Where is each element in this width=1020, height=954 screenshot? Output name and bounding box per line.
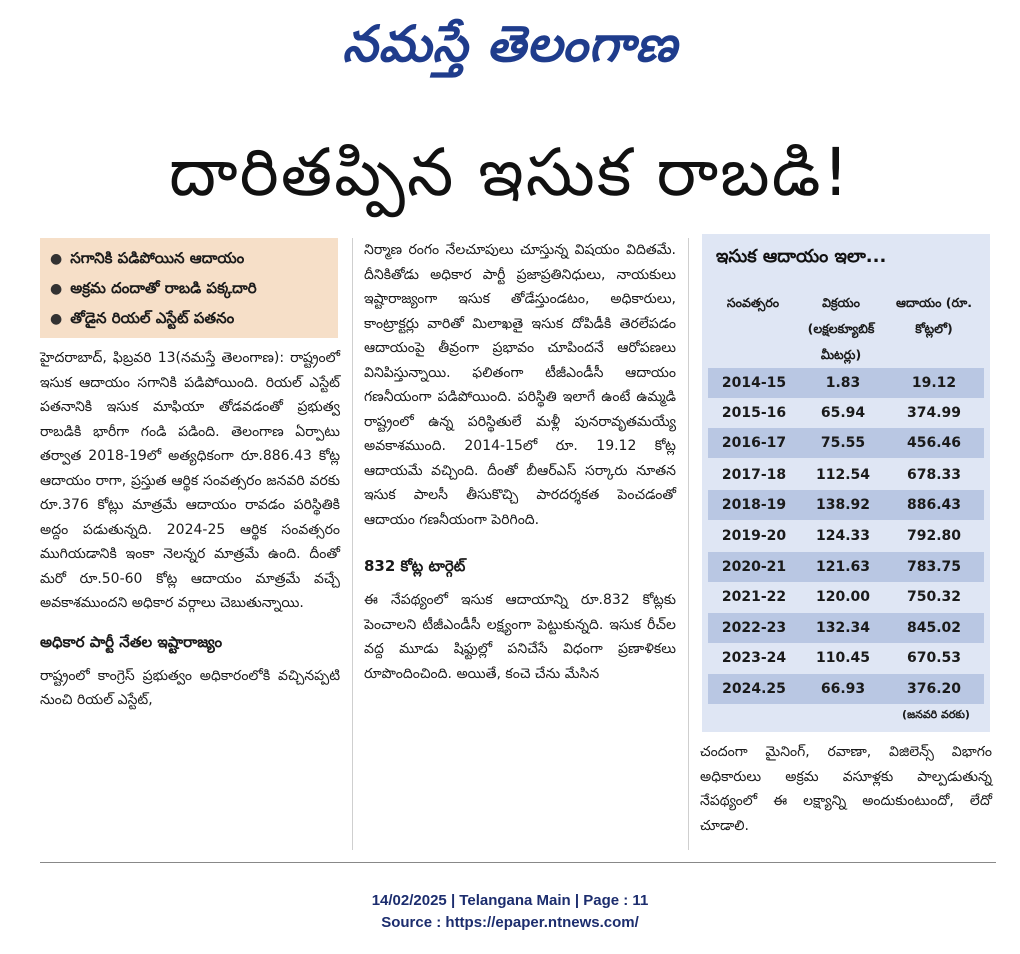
- footer-date-page: 14/02/2025 | Telangana Main | Page : 11: [371, 892, 649, 909]
- table-row: [708, 368, 984, 398]
- footer-divider: [40, 862, 996, 863]
- cell-sales: 112.54: [815, 467, 871, 483]
- cell-sales: 132.34: [815, 620, 871, 636]
- highlight-text: అక్రమ దందాతో రాబడి పక్కదారి: [70, 279, 257, 297]
- cell-year: 2015-16: [721, 405, 787, 421]
- table-row: [708, 552, 984, 582]
- article-subhead: అధికార పార్టీ నేతల ఇష్టారాజ్యం: [40, 632, 223, 651]
- highlight-item: [50, 274, 328, 304]
- article-paragraph: ఈ నేపథ్యంలో ఇసుక ఆదాయాన్ని రూ.832 కోట్లకు పెంచాలని టీజీఎండీసీ లక్ష్యంగా పెట్టుకున్నది. ఇసుక రీచ్‌ల వద్ద మూడు షిఫ్టుల్లో పనిచేసే విధంగా ప్రణాళికలు రూపొందించింది. అయితే, కంచె చేను మేసిన: [364, 592, 676, 682]
- cell-sales: 138.92: [815, 497, 871, 513]
- masthead-logo: నమస్తే తెలంగాణ: [342, 14, 678, 73]
- cell-revenue: 678.33: [906, 467, 962, 483]
- cell-revenue: 19.12: [911, 375, 957, 391]
- article-column-1: [40, 346, 340, 713]
- article-column-2: [364, 238, 676, 686]
- cell-year: 2018-19: [721, 497, 787, 513]
- table-title: ఇసుక ఆదాయం ఇలా...: [716, 246, 887, 267]
- footer-source: Source : https://epaper.ntnews.com/: [381, 914, 639, 931]
- highlight-text: సగానికి పడిపోయిన ఆదాయం: [70, 249, 245, 267]
- cell-year: 2019-20: [721, 528, 787, 544]
- cell-revenue: 750.32: [906, 589, 962, 605]
- highlight-item: [50, 244, 328, 274]
- table-header-revenue: ఆదాయం (రూ. కోట్లలో): [896, 295, 972, 336]
- article-paragraph: నిర్మాణ రంగం నేలచూపులు చూస్తున్న విషయం విదితమే. దీనికితోడు అధికార పార్టీ ప్రజాప్రతినిధులు, నాయకులు ఇష్టారాజ్యంగా ఇసుక తోడేస్తుండటం, అధికారులు, కాంట్రాక్టర్లు వారితో మిలాఖతై ఇసుక దోపిడీకి తెరలేపడం ఆదాయంపై తీవ్రంగా ప్రభావం చూపిందనే ఆరోపణలు వినిపిస్తున్నాయి. ఫలితంగా టీజీఎండీసీ ఆదాయం గణనీయంగా పడిపోయింది. పరిస్థితి ఇలాగే ఉంటే ఉమ్మడి రాష్ట్రంలో ఉన్న పరిస్థితులే మళ్లీ పునరావృతమయ్యే అవకాశముంది. 2014-15లో రూ. 19.12 కోట్ల ఆదాయమే వచ్చింది. దీంతో బీఆర్ఎస్ సర్కారు నూతన ఇసుక పాలసీ తీసుకొచ్చి పారదర్శకత పెంచడంతో ఆదాయం గణనీయంగా పెరిగింది.: [364, 242, 676, 528]
- sand-revenue-table: [702, 234, 990, 732]
- table-footnote: (జనవరి వరకు): [902, 708, 970, 721]
- cell-revenue: 783.75: [906, 559, 962, 575]
- cell-sales: 110.45: [815, 650, 871, 666]
- table-row: [708, 521, 984, 551]
- cell-sales: 120.00: [815, 589, 871, 605]
- cell-year: 2021-22: [721, 589, 787, 605]
- table-row: [708, 398, 984, 428]
- cell-year: 2014-15: [721, 375, 787, 391]
- article-subhead: 832 కోట్ల టార్గెట్: [364, 557, 466, 575]
- column-divider: [688, 238, 689, 850]
- cell-revenue: 792.80: [906, 528, 962, 544]
- cell-sales: 65.94: [820, 405, 866, 421]
- column-divider: [352, 238, 353, 850]
- bullet-icon: ●: [50, 311, 63, 327]
- table-row: [708, 582, 984, 612]
- table-row: [708, 490, 984, 520]
- cell-revenue: 374.99: [906, 405, 962, 421]
- table-row: [708, 428, 984, 458]
- bullet-icon: ●: [50, 251, 63, 267]
- page-title: దారితప్పిన ఇసుక రాబడి!: [169, 134, 851, 211]
- cell-year: 2020-21: [721, 559, 787, 575]
- table-header-year: సంవత్సరం: [726, 295, 780, 310]
- article-paragraph: రాష్ట్రంలో కాంగ్రెస్ ప్రభుత్వం అధికారంలోకి వచ్చినప్పటి నుంచి రియల్ ఎస్టేట్,: [40, 667, 340, 708]
- bullet-icon: ●: [50, 281, 63, 297]
- table-row: [708, 643, 984, 673]
- cell-year: 2016-17: [721, 435, 787, 451]
- cell-revenue: 376.20: [906, 681, 962, 697]
- highlight-text: తోడైన రియల్ ఎస్టేట్ పతనం: [70, 309, 235, 327]
- cell-year: 2017-18: [721, 467, 787, 483]
- cell-sales: 1.83: [825, 375, 861, 391]
- highlight-item: [50, 304, 328, 334]
- table-header-sales: విక్రయం (లక్షలక్యూబిక్ మీటర్లు): [807, 295, 875, 362]
- cell-sales: 121.63: [815, 559, 871, 575]
- cell-year: 2023-24: [721, 650, 787, 666]
- cell-revenue: 670.53: [906, 650, 962, 666]
- table-row: [708, 613, 984, 643]
- article-column-3: [700, 740, 992, 838]
- table-row: [708, 460, 984, 490]
- cell-sales: 66.93: [820, 681, 866, 697]
- highlights-box: [40, 238, 338, 338]
- cell-sales: 124.33: [815, 528, 871, 544]
- article-paragraph: చందంగా మైనింగ్, రవాణా, విజిలెన్స్ విభాగం అధికారులు అక్రమ వసూళ్లకు పాల్పడుతున్న నేపథ్యంలో ఈ లక్ష్యాన్ని అందుకుంటుందో, లేదో చూడాలి.: [700, 744, 992, 834]
- cell-year: 2022-23: [721, 620, 787, 636]
- cell-revenue: 845.02: [906, 620, 962, 636]
- cell-year: 2024.25: [722, 681, 786, 697]
- cell-revenue: 456.46: [906, 435, 962, 451]
- cell-sales: 75.55: [820, 435, 866, 451]
- article-paragraph: హైదరాబాద్, ఫిబ్రవరి 13(నమస్తే తెలంగాణ): రాష్ట్రంలో ఇసుక ఆదాయం సగానికి పడిపోయింది. రియల్ ఎస్టేట్ పతనానికి ఇసుక మాఫియా తోడవడంతో ప్రభుత్వ రాబడికి భారీగా గండి పడింది. తెలంగాణ ఏర్పాటు తర్వాత 2018-19లో అత్యధికంగా రూ.886.43 కోట్ల ఆదాయం రాగా, ప్రస్తుత ఆర్థిక సంవత్సరం జనవరి వరకు రూ.376 కోట్లు మాత్రమే ఆదాయం రావడం పరిస్థితికి అద్దం పడుతున్నది. 2024-25 ఆర్థిక సంవత్సరం ముగియడానికి ఇంకా నెలన్నర మాత్రమే ఉంది. దీంతో మరో రూ.50-60 కోట్ల ఆదాయం మాత్రమే వచ్చే అవకాశముందని అధికార వర్గాలు చెబుతున్నాయి.: [40, 350, 340, 611]
- cell-revenue: 886.43: [906, 497, 962, 513]
- table-row: [708, 674, 984, 704]
